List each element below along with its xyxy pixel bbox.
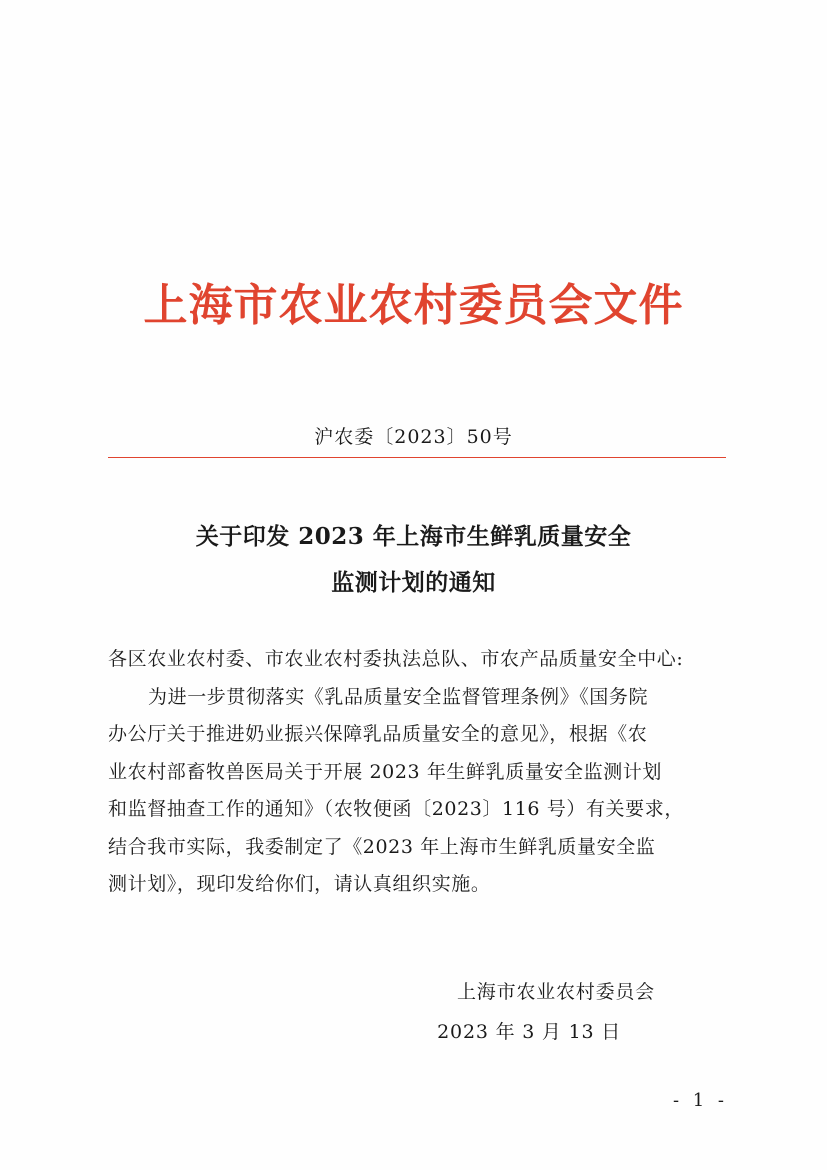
body-line: 和监督抽查工作的通知》（农牧便函〔2023〕116 号）有关要求， xyxy=(108,798,684,820)
notice-body xyxy=(108,641,730,904)
signature-block xyxy=(0,972,655,1052)
notice-title-line-2: 监测计划的通知 xyxy=(331,569,496,596)
body-line: 结合我市实际，我委制定了《2023 年上海市生鲜乳质量安全监 xyxy=(108,835,656,858)
issuer-name: 上海市农业农村委员会 xyxy=(456,981,655,1003)
red-divider-line xyxy=(108,457,726,458)
document-number: 沪农委〔2023〕50号 xyxy=(314,426,513,448)
page-number: - 1 - xyxy=(672,1090,728,1111)
document-header-title: 上海市农业农村委员会文件 xyxy=(143,280,684,331)
addressee-line: 各区农业农村委、市农业农村委执法总队、市农产品质量安全中心: xyxy=(108,648,684,670)
body-line: 测计划》，现印发给你们，请认真组织实施。 xyxy=(108,873,491,895)
body-line: 办公厅关于推进奶业振兴保障乳品质量安全的意见》，根据《农 xyxy=(108,723,648,745)
body-line: 业农村部畜牧兽医局关于开展 2023 年生鲜乳质量安全监测计划 xyxy=(108,760,663,783)
issue-date: 2023 年 3 月 13 日 xyxy=(437,1021,621,1043)
notice-title-line-1: 关于印发 2023 年上海市生鲜乳质量安全 xyxy=(195,523,632,550)
body-line: 为进一步贯彻落实《乳品质量安全监督管理条例》《国务院 xyxy=(148,685,649,708)
notice-title xyxy=(0,514,827,606)
